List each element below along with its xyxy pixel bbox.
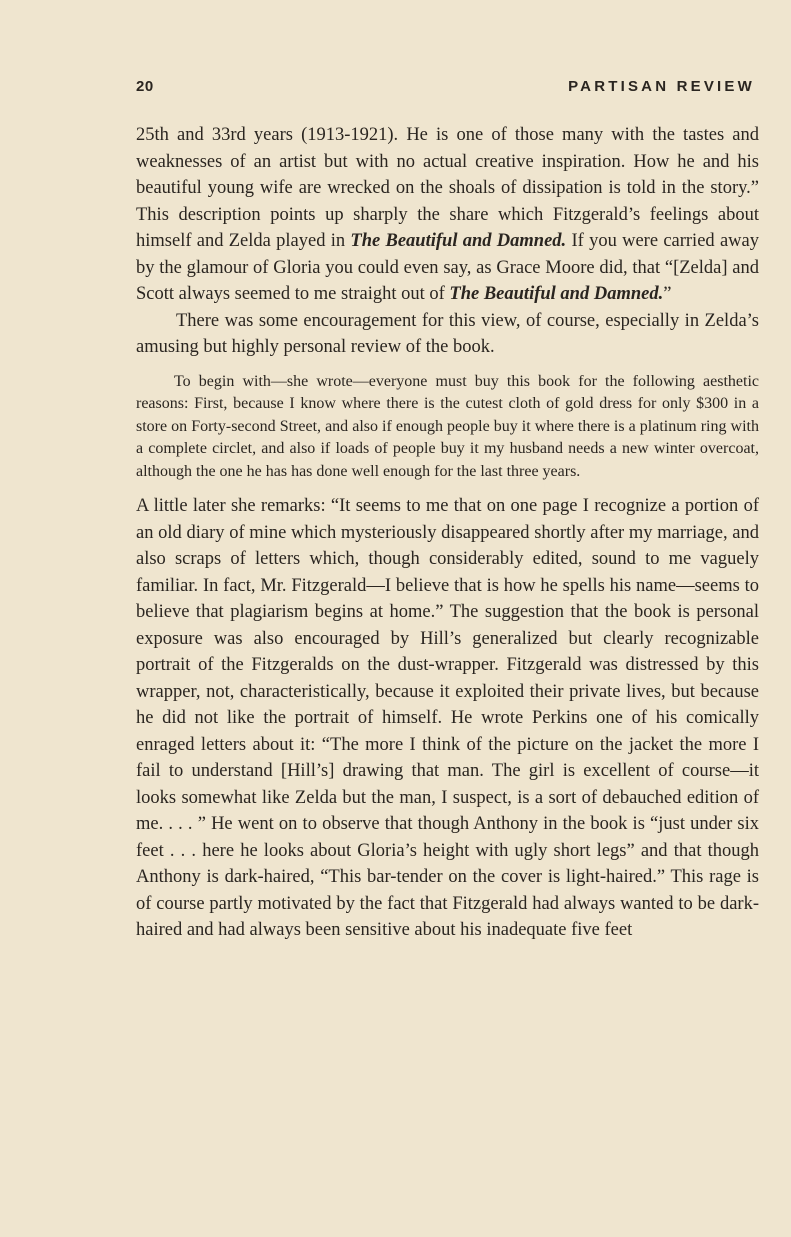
paragraph: There was some encouragement for this view, of course, especially in Zelda’s amusing but highly personal review of the book. [136, 310, 759, 357]
page-header [136, 78, 755, 100]
running-head: PARTISAN REVIEW [568, 78, 755, 95]
paragraph-text: 25th and 33rd years (1913-1921). He is one of those many with the tastes and weaknesses of an artist but with no actual creative inspiration. How he and his beautiful young wife are wrecked on the shoals of dissipation is told in the story.” This description points up sharply the share which Fitzgerald’s feelings about himself and Zelda played in [136, 125, 759, 251]
book-title: The Beautiful and Damned. [449, 284, 664, 304]
paragraph-text: If you were carried away by the glamour of Gloria you could even say, as Grace Moore did, that “[Zelda] and Scott always seemed to me straight out of [136, 231, 759, 304]
body-text [136, 122, 759, 944]
page-number: 20 [136, 78, 154, 95]
paragraph-continuation [136, 122, 759, 308]
block-quote: To begin with—she wrote—everyone must buy this book for the following aesthetic reasons: First, because I know where there is the cutest cloth of gold dress for only $300 in a store on Forty-second Street, and also if enough people buy it where there is a platinum ring with a complete circlet, and also if loads of people buy it my husband needs a new winter overcoat, although the one he has has done well enough for the last three years. [136, 372, 759, 480]
paragraph-text: ” [663, 284, 672, 304]
paragraph: A little later she remarks: “It seems to me that on one page I recognize a portion of an old diary of mine which mysteriously disappeared shortly after my marriage, and also scraps of letters which, though considerably edited, sound to me vaguely familiar. In fact, Mr. Fitzgerald—I believe that is how he spells his name—seems to believe that plagiarism begins at home.” The suggestion that the book is personal exposure was also encouraged by Hill’s generalized but clearly recognizable portrait of the Fitzgeralds on the dust-wrapper. Fitzgerald was distressed by this wrapper, not, characteristically, because it exploited their private lives, but because he did not like the portrait of himself. He wrote Perkins one of his comically enraged letters about it: “The more I think of the picture on the jacket the more I fail to understand [Hill’s] drawing that man. The girl is excellent of course—it looks somewhat like Zelda but the man, I suspect, is a sort of debauched edition of me. . . . ” He went on to observe that though Anthony in the book is “just under six feet . . . here he looks about Gloria’s height with ugly short legs” and that though Anthony is dark-haired, “This bar-tender on the cover is light-haired.” This rage is of course partly motivated by the fact that Fitzgerald had always wanted to be dark-haired and had always been sensitive about his inadequate five feet [136, 496, 759, 941]
book-title: The Beautiful and Damned. [350, 231, 567, 251]
